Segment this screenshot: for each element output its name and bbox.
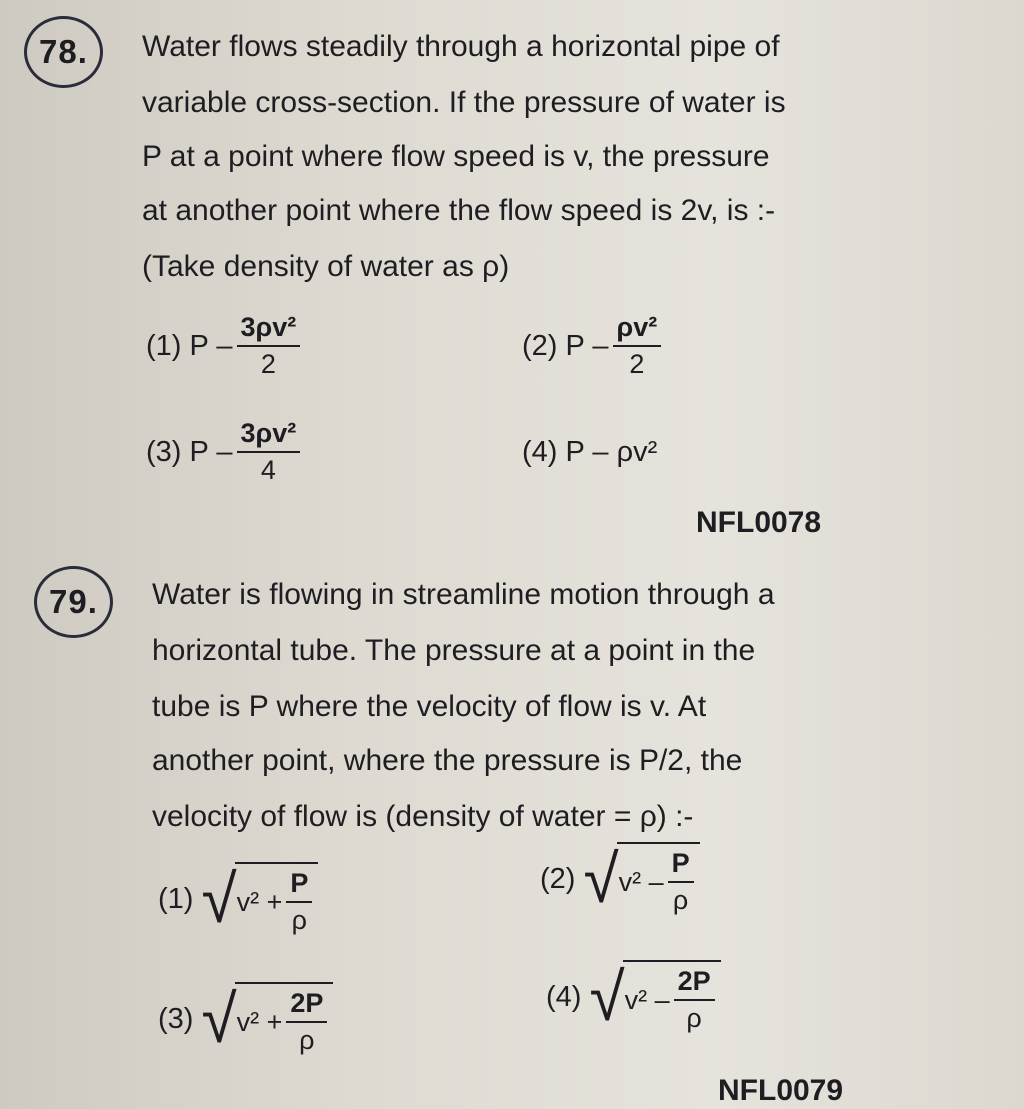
question-number: 78. <box>24 16 103 88</box>
fraction <box>668 848 694 916</box>
fraction-numerator: P <box>668 848 694 883</box>
question-text-line: variable cross-section. If the pressure of water is <box>142 86 786 119</box>
fraction-denominator: ρ <box>291 905 308 935</box>
option-2[interactable] <box>540 842 700 916</box>
question-text-line: at another point where the flow speed is 2v, is :- <box>142 194 776 227</box>
option-label: (4) <box>522 436 558 468</box>
option-lead: P – <box>565 329 609 362</box>
fraction-numerator: 3ρv² <box>237 312 301 347</box>
fraction-denominator: 4 <box>260 455 276 485</box>
option-2[interactable] <box>522 312 661 380</box>
question-number: 79. <box>34 566 113 638</box>
fraction-denominator: ρ <box>299 1025 315 1055</box>
fraction-denominator: ρ <box>672 885 689 915</box>
fraction <box>613 312 662 380</box>
radicand-lead: v² – <box>618 866 664 897</box>
radical-sign-icon: √ <box>589 959 625 1035</box>
option-1[interactable] <box>146 312 300 380</box>
square-root <box>589 960 720 1034</box>
fraction-denominator: 2 <box>629 349 645 379</box>
radicand-lead: v² + <box>236 1006 283 1037</box>
fraction-numerator: 2P <box>674 966 715 1001</box>
option-3[interactable] <box>146 418 300 486</box>
question-text-line: (Take density of water as ρ) <box>142 250 510 283</box>
question-text-line: Water flows steadily through a horizontal pipe of <box>142 30 780 63</box>
fraction-numerator: P <box>286 868 312 903</box>
square-root <box>583 842 699 916</box>
radicand <box>617 842 700 916</box>
fraction-numerator: ρv² <box>613 312 662 347</box>
radicand-lead: v² – <box>624 984 670 1015</box>
question-text-line: horizontal tube. The pressure at a point in the <box>152 634 756 667</box>
option-label: (4) <box>546 980 582 1013</box>
radicand <box>235 982 334 1056</box>
fraction <box>237 312 301 380</box>
fraction <box>286 988 327 1056</box>
question-text-line: tube is P where the velocity of flow is v. At <box>152 690 707 723</box>
option-label: (1) <box>158 882 194 915</box>
fraction <box>237 418 301 486</box>
fraction-numerator: 3ρv² <box>237 418 301 453</box>
option-label: (3) <box>158 1002 194 1035</box>
option-label: (3) <box>146 435 182 468</box>
question-text-line: another point, where the pressure is P/2, the <box>152 744 743 777</box>
square-root <box>201 862 318 936</box>
question-text-line: P at a point where flow speed is v, the pressure <box>142 140 770 173</box>
fraction-numerator: 2P <box>286 988 327 1023</box>
option-lead: P – <box>189 435 233 468</box>
fraction <box>674 966 715 1034</box>
option-4[interactable] <box>546 960 721 1034</box>
question-code: NFL0079 <box>718 1074 844 1107</box>
option-label: (2) <box>540 862 576 895</box>
option-4[interactable] <box>522 436 657 469</box>
fraction-denominator: 2 <box>260 349 276 379</box>
radical-sign-icon: √ <box>201 981 237 1057</box>
question-code: NFL0078 <box>696 506 822 539</box>
radicand-lead: v² + <box>236 886 283 917</box>
fraction <box>286 868 312 936</box>
radicand <box>235 862 319 936</box>
square-root <box>201 982 333 1056</box>
fraction-denominator: ρ <box>686 1003 702 1033</box>
radical-sign-icon: √ <box>583 841 619 917</box>
option-text: P – ρv² <box>565 436 658 468</box>
option-1[interactable] <box>158 862 318 936</box>
question-text-line: velocity of flow is (density of water = ρ) :- <box>152 800 694 833</box>
option-label: (2) <box>522 329 558 362</box>
option-lead: P – <box>189 329 233 362</box>
radical-sign-icon: √ <box>201 861 237 937</box>
question-text-line: Water is flowing in streamline motion through a <box>152 578 775 611</box>
option-3[interactable] <box>158 982 333 1056</box>
radicand <box>623 960 721 1034</box>
option-label: (1) <box>146 329 182 362</box>
